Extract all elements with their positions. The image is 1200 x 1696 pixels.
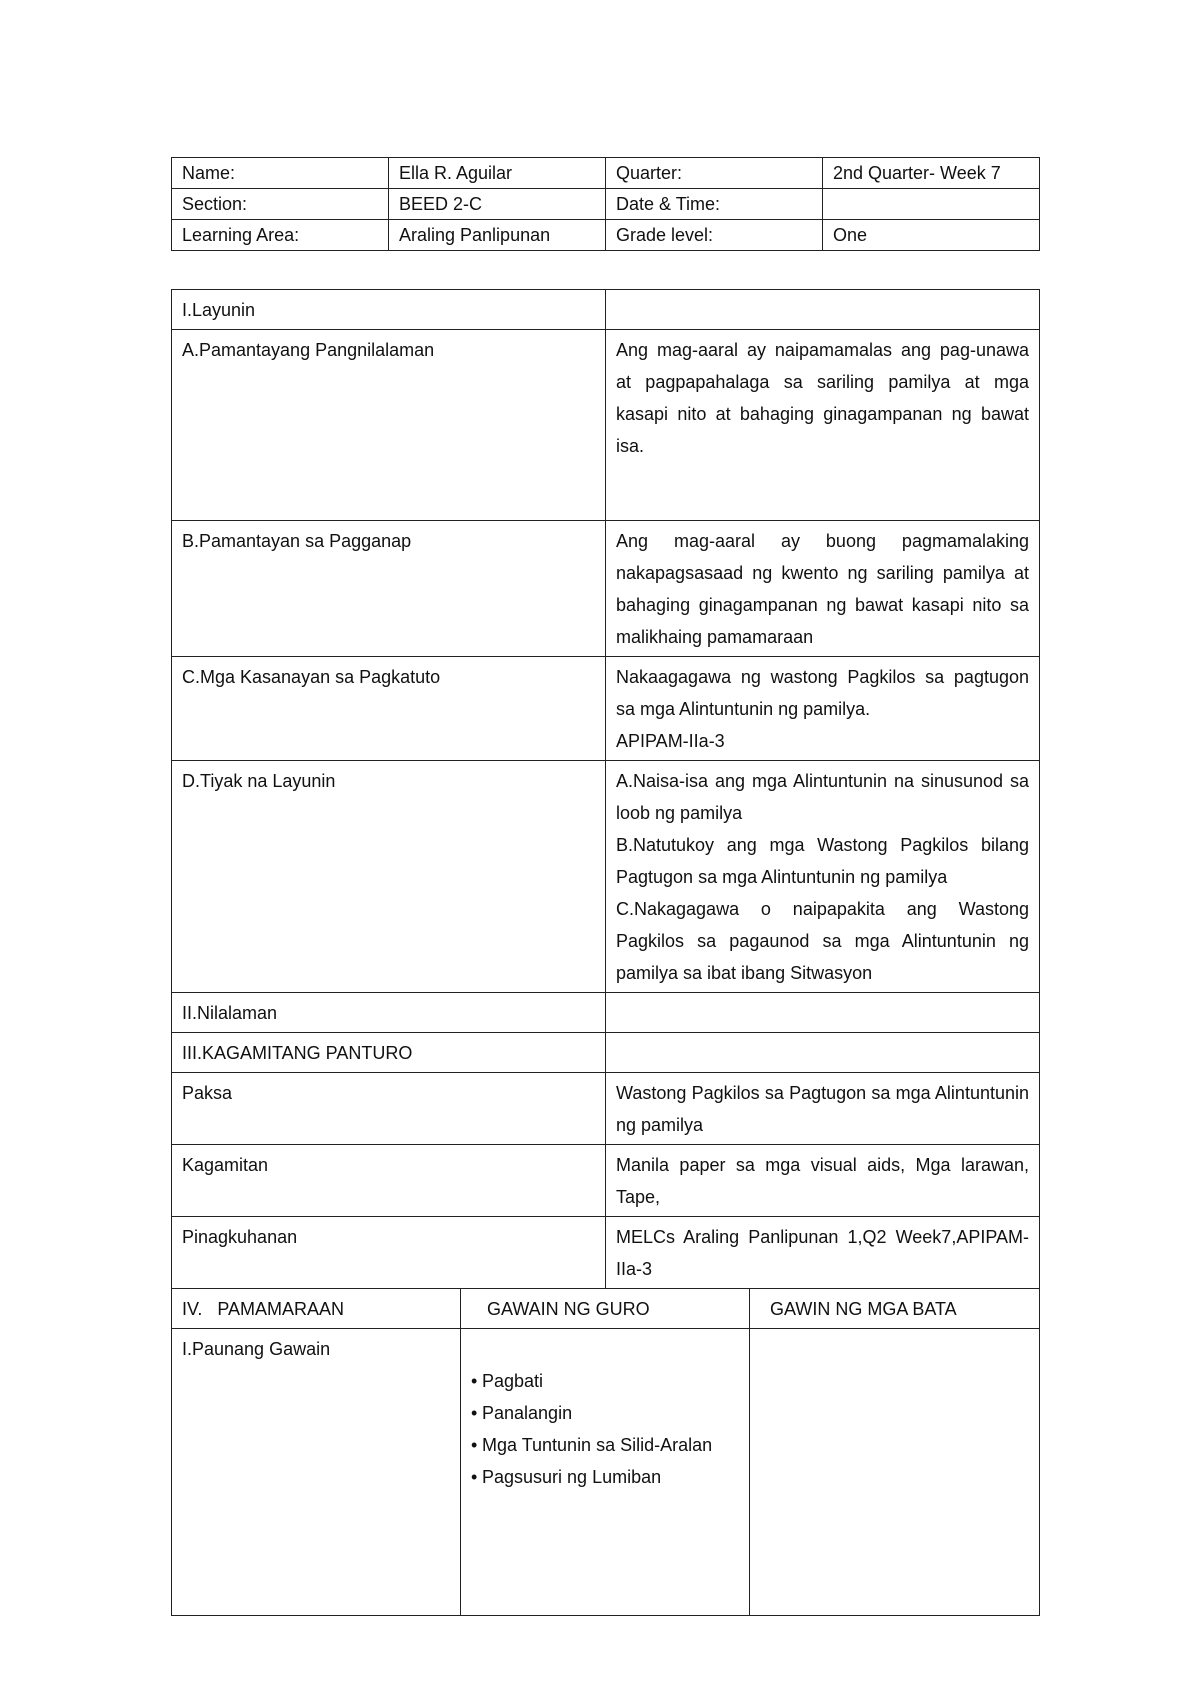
pamamaraan-heading: IV. PAMAMARAAN: [172, 1289, 461, 1329]
row-paksa: [172, 1073, 1040, 1145]
info-table: [171, 157, 1040, 251]
grade-value: One: [823, 220, 1040, 251]
row-pamantayang-pangnilalaman: [172, 330, 1040, 521]
area-label: Learning Area:: [172, 220, 389, 251]
row-nilalaman: [172, 993, 1040, 1033]
c-text: Nakaagagawa ng wastong Pagkilos sa pagtugon sa mga Alintuntunin ng pamilya.: [616, 667, 1029, 719]
datetime-label: Date & Time:: [606, 189, 823, 220]
row-kagamitan: [172, 1145, 1040, 1217]
list-item: [471, 1397, 739, 1429]
kagamitang-heading: III.KAGAMITANG PANTURO: [172, 1033, 606, 1073]
d-item-b: B.Natutukoy ang mga Wastong Pagkilos bilang Pagtugon sa mga Alintuntunin ng pamilya: [616, 835, 1029, 887]
bullet-icon: •: [471, 1435, 478, 1455]
datetime-value: [823, 189, 1040, 220]
paksa-text: Wastong Pagkilos sa Pagtugon sa mga Alintuntunin ng pamilya: [606, 1073, 1040, 1145]
info-row-area: [172, 220, 1040, 251]
kagamitan-text: Manila paper sa mga visual aids, Mga larawan, Tape,: [606, 1145, 1040, 1217]
kagamitang-empty: [606, 1033, 1040, 1073]
a-label: A.Pamantayang Pangnilalaman: [172, 330, 606, 521]
row-layunin: [172, 290, 1040, 330]
area-value: Araling Panlipunan: [389, 220, 606, 251]
layunin-empty: [606, 290, 1040, 330]
paunang-gawain-list: [471, 1365, 739, 1493]
bullet-icon: •: [471, 1467, 478, 1487]
lesson-plan-table: [171, 289, 1040, 1616]
name-value: Ella R. Aguilar: [389, 158, 606, 189]
row-pamantayan-pagganap: [172, 521, 1040, 657]
bullet-icon: •: [471, 1371, 478, 1391]
paunang-gawain-label: I.Paunang Gawain: [172, 1329, 461, 1616]
nilalaman-empty: [606, 993, 1040, 1033]
info-row-name: [172, 158, 1040, 189]
c-code: APIPAM-IIa-3: [616, 731, 725, 751]
b-text: Ang mag-aaral ay buong pagmamalaking nakapagsasaad ng kwento ng sariling pamilya at bahaging ginagampanan ng bawat kasapi nito sa malikhaing pamamaraan: [606, 521, 1040, 657]
row-kasanayan: [172, 657, 1040, 761]
d-label: D.Tiyak na Layunin: [172, 761, 606, 993]
list-item: [471, 1429, 739, 1461]
nilalaman-heading: II.Nilalaman: [172, 993, 606, 1033]
d-cell: [606, 761, 1040, 993]
list-item-text: Mga Tuntunin sa Silid-Aralan: [482, 1435, 713, 1455]
list-item-text: Pagsusuri ng Lumiban: [482, 1467, 662, 1487]
list-item-text: Panalangin: [482, 1403, 573, 1423]
quarter-label: Quarter:: [606, 158, 823, 189]
list-item: [471, 1461, 739, 1493]
info-row-section: [172, 189, 1040, 220]
grade-label: Grade level:: [606, 220, 823, 251]
layunin-heading: I.Layunin: [172, 290, 606, 330]
gawain-guro-heading: GAWAIN NG GURO: [461, 1289, 750, 1329]
c-label: C.Mga Kasanayan sa Pagkatuto: [172, 657, 606, 761]
d-item-a: A.Naisa-isa ang mga Alintuntunin na sinusunod sa loob ng pamilya: [616, 771, 1029, 823]
kagamitan-label: Kagamitan: [172, 1145, 606, 1217]
c-cell: [606, 657, 1040, 761]
pinagkuhanan-text: MELCs Araling Panlipunan 1,Q2 Week7,APIPAM-IIa-3: [606, 1217, 1040, 1289]
quarter-value: 2nd Quarter- Week 7: [823, 158, 1040, 189]
list-item: [471, 1365, 739, 1397]
row-kagamitang-panturo: [172, 1033, 1040, 1073]
d-item-c: C.Nakagagawa o naipapakita ang Wastong Pagkilos sa pagaunod sa mga Alintuntunin ng pamilya sa ibat ibang Sitwasyon: [616, 899, 1029, 983]
a-text: Ang mag-aaral ay naipamamalas ang pag-unawa at pagpapahalaga sa sariling pamilya at mga kasapi nito at bahaging ginagampanan ng bawat isa.: [606, 330, 1040, 521]
section-value: BEED 2-C: [389, 189, 606, 220]
section-label: Section:: [172, 189, 389, 220]
paunang-gawain-guro: [461, 1329, 750, 1616]
name-label: Name:: [172, 158, 389, 189]
b-label: B.Pamantayan sa Pagganap: [172, 521, 606, 657]
row-pinagkuhanan: [172, 1217, 1040, 1289]
paunang-gawain-bata: [750, 1329, 1040, 1616]
row-tiyak-na-layunin: [172, 761, 1040, 993]
pinagkuhanan-label: Pinagkuhanan: [172, 1217, 606, 1289]
row-paunang-gawain: [172, 1329, 1040, 1616]
row-pamamaraan-header: [172, 1289, 1040, 1329]
gawain-bata-heading: GAWIN NG MGA BATA: [750, 1289, 1040, 1329]
paksa-label: Paksa: [172, 1073, 606, 1145]
bullet-icon: •: [471, 1403, 478, 1423]
list-item-text: Pagbati: [482, 1371, 544, 1391]
